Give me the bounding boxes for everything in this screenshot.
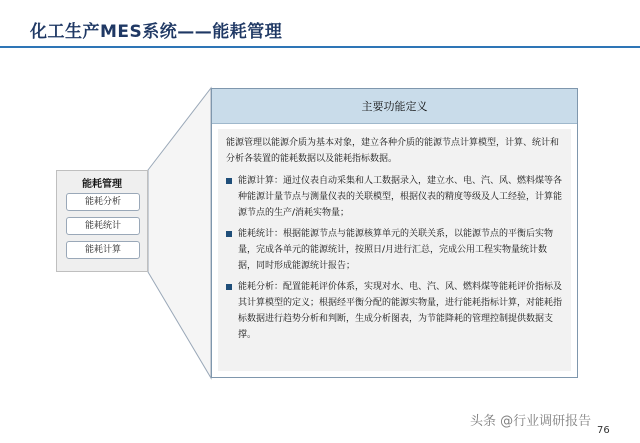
- panel-intro-text: 能源管理以能源介质为基本对象，建立各种介质的能源节点计算模型，计算、统计和分析各装置的能耗数据以及能耗指标数据。: [226, 138, 560, 164]
- bullet-energy-calculation: [226, 173, 563, 221]
- square-bullet-icon: [226, 284, 232, 290]
- function-menu-box: [56, 170, 148, 272]
- energy-calculation-button[interactable]: 能耗计算: [66, 241, 140, 259]
- energy-analysis-button[interactable]: 能耗分析: [66, 193, 140, 211]
- panel-body: [218, 129, 571, 371]
- title-divider: [0, 46, 640, 48]
- page-number: 76: [597, 425, 610, 436]
- function-definition-panel: [211, 88, 578, 378]
- square-bullet-icon: [226, 231, 232, 237]
- square-bullet-icon: [226, 178, 232, 184]
- page-title: 化工生产MES系统——能耗管理: [30, 22, 283, 42]
- panel-header: 主要功能定义: [212, 89, 577, 124]
- bullet-text: 能耗统计：根据能源节点与能源核算单元的关联关系，以能源节点的平衡后实物量，完成各单元的能源统计，按照日/月进行汇总，完成公用工程实物量统计数据，同时形成能源统计报告；: [238, 229, 554, 271]
- bullet-text: 能源计算：通过仪表自动采集和人工数据录入，建立水、电、汽、风、燃料煤等各种能源计量节点与测量仪表的关联模型，根据仪表的精度等级及人工经验，计算能源节点的生产/消耗实物量；: [238, 176, 563, 218]
- bullet-energy-statistics: [226, 226, 563, 274]
- bullet-text: 能耗分析：配置能耗评价体系，实现对水、电、汽、风、燃料煤等能耗评价指标及其计算模型的定义；根据经平衡分配的能源实物量，进行能耗指标计算，对能耗指标数据进行趋势分析和判断，生成分析图表，为节能降耗的管理控制提供数据支撑。: [238, 282, 563, 340]
- energy-statistics-button[interactable]: 能耗统计: [66, 217, 140, 235]
- bullet-energy-analysis: [226, 279, 563, 343]
- function-menu-title: 能耗管理: [82, 179, 122, 190]
- watermark-text: 头条 @行业调研报告: [470, 414, 592, 429]
